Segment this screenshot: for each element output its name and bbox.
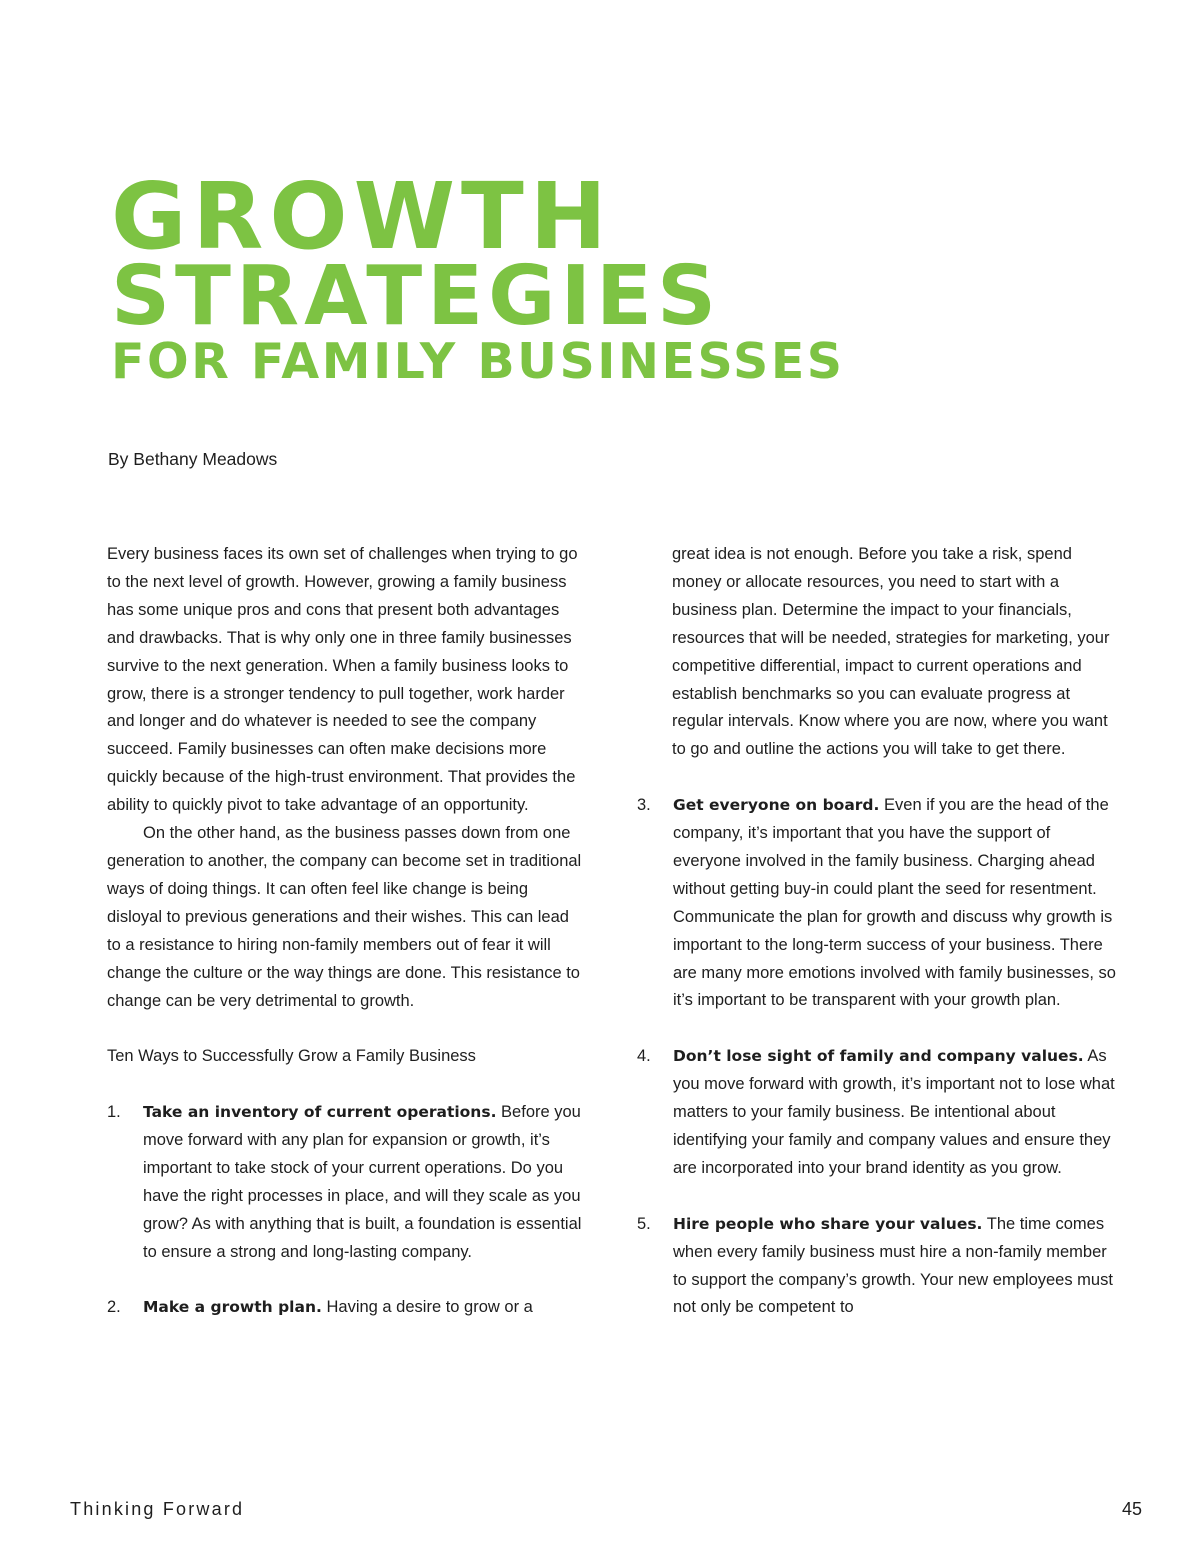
item-title: Get everyone on board. [673, 796, 880, 815]
item-text: Before you move forward with any plan for expansion or growth, it’s important to take stock of your current operations. Do you have the right processes in place, and will they scale as you grow? As with anything that is built, a foundation is essential to ensure a strong and long-lasting company. [143, 1103, 582, 1261]
item-number: 4. [637, 1047, 651, 1066]
item-title: Hire people who share your values. [673, 1214, 983, 1233]
item-number: 5. [637, 1214, 651, 1233]
intro-paragraph-1: Every business faces its own set of challenges when trying to go to the next level of growth. However, growing a family business has some unique pros and cons that present both advantages and drawbacks. That is why only one in three family businesses survive to the next generation. When a family business looks to grow, there is a stronger tendency to pull together, work harder and longer and do whatever is needed to see the company succeed. Family businesses can often make decisions more quickly because of the high-trust environment. That provides the ability to quickly pivot to take advantage of an opportunity. [107, 545, 578, 815]
item-2-continued: great idea is not enough. Before you take a risk, spend money or allocate resources, you need to start with a business plan. Determine the impact to your financials, resources that will be needed, strategies for marketing, your competitive differential, impact to current operations and establish benchmarks so you can evaluate progress at regular intervals. Know where you are now, where you want to go and outline the actions you will take to get there. [672, 545, 1110, 759]
list-item [107, 1294, 587, 1322]
list-item [107, 1099, 587, 1266]
publication-name: Thinking Forward [70, 1499, 245, 1519]
right-column [637, 541, 1117, 1350]
list-item [637, 1043, 1117, 1183]
left-column [107, 541, 587, 1350]
item-title: Take an inventory of current operations. [143, 1103, 497, 1122]
intro-paragraph-2: On the other hand, as the business passes down from one generation to another, the company can become set in traditional ways of doing things. It can often feel like change is being disloyal to previous generations and their wishes. This can lead to a resistance to hiring non-family members out of fear it will change the culture or the way things are done. This resistance to change can be very detrimental to growth. [107, 824, 582, 1010]
item-number: 3. [637, 796, 651, 815]
item-text: As you move forward with growth, it’s important not to lose what matters to your family business. Be intentional about identifying your family and company values and ensure they are incorporated into your brand identity as you grow. [673, 1047, 1115, 1177]
item-title: Make a growth plan. [143, 1298, 322, 1317]
item-text: The time comes when every family business must hire a non-family member to support the company’s growth. Your new employees must not only be competent to [673, 1214, 1113, 1317]
item-title: Don’t lose sight of family and company values. [673, 1047, 1084, 1066]
item-text: Even if you are the head of the company, it’s important that you have the support of everyone involved in the family business. Charging ahead without getting buy-in could plant the seed for resentment. Communicate the plan for growth and discuss why growth is important to the long-term success of your business. There are many more emotions involved with family businesses, so it’s important to be transparent with your growth plan. [673, 796, 1116, 1010]
item-text: Having a desire to grow or a [321, 1298, 533, 1317]
title-line-3: FOR FAMILY BUSINESSES [111, 333, 845, 390]
list-item [637, 792, 1117, 1015]
byline: By Bethany Meadows [108, 449, 278, 469]
strategy-list-right [637, 792, 1117, 1322]
item-number: 2. [107, 1298, 121, 1317]
title-line-1: GROWTH [111, 163, 613, 270]
title-line-2: STRATEGIES [111, 249, 722, 344]
page-number: 45 [1121, 1499, 1142, 1519]
item-number: 1. [107, 1103, 121, 1122]
list-item [637, 1211, 1117, 1323]
strategy-list-left [107, 1099, 587, 1322]
list-heading: Ten Ways to Successfully Grow a Family Business [107, 1047, 476, 1066]
